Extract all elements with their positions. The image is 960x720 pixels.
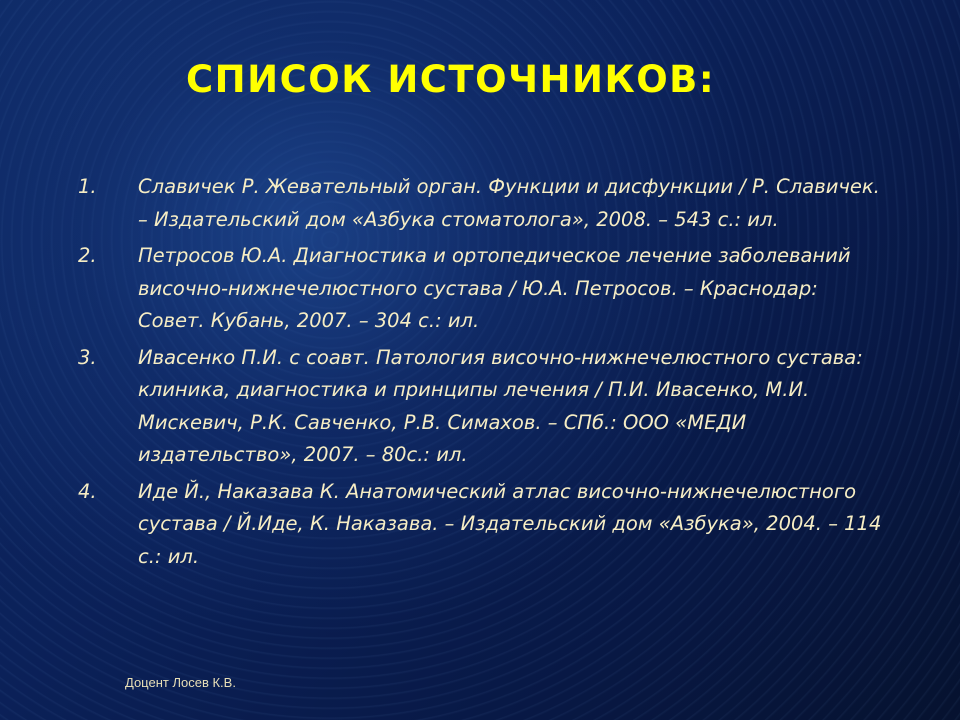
list-item-text: Петросов Ю.А. Диагностика и ортопедическое лечение заболеваний височно-нижнечелюстного сустава / Ю.А. Петросов. – Краснодар: Совет. Кубань, 2007. – 304 с.: ил. <box>138 244 851 332</box>
list-item-number: 4. <box>78 479 97 503</box>
list-item-text: Иде Й., Наказава К. Анатомический атлас височно-нижнечелюстного сустава / Й.Иде, К. Наказава. – Издательский дом «Азбука», 2004. – 114 с.: ил. <box>138 479 882 568</box>
list-item-text: Ивасенко П.И. с соавт. Патология височно-нижнечелюстного сустава: клиника, диагностика и принципы лечения / П.И. Ивасенко, М.И. Мискевич, Р.К. Савченко, Р.В. Симахов. – СПб.: ООО «МЕДИ издательство», 2007. – 80с.: ил. <box>138 345 863 466</box>
list-item-number: 3. <box>78 345 97 369</box>
list-item <box>78 342 898 472</box>
list-item-number: 1. <box>78 175 97 198</box>
list-item <box>78 171 898 236</box>
list-item <box>78 476 898 574</box>
list-item-text: Славичек Р. Жевательный орган. Функции и дисфункции / Р. Славичек. – Издательский дом «Азбука стоматолога», 2008. – 543 с.: ил. <box>138 175 880 231</box>
slide-title: СПИСОК ИСТОЧНИКОВ: <box>186 58 716 101</box>
sources-list <box>78 171 898 577</box>
list-item <box>78 240 898 338</box>
list-item-number: 2. <box>78 244 97 267</box>
footer-author: Доцент Лосев К.В. <box>125 675 236 690</box>
